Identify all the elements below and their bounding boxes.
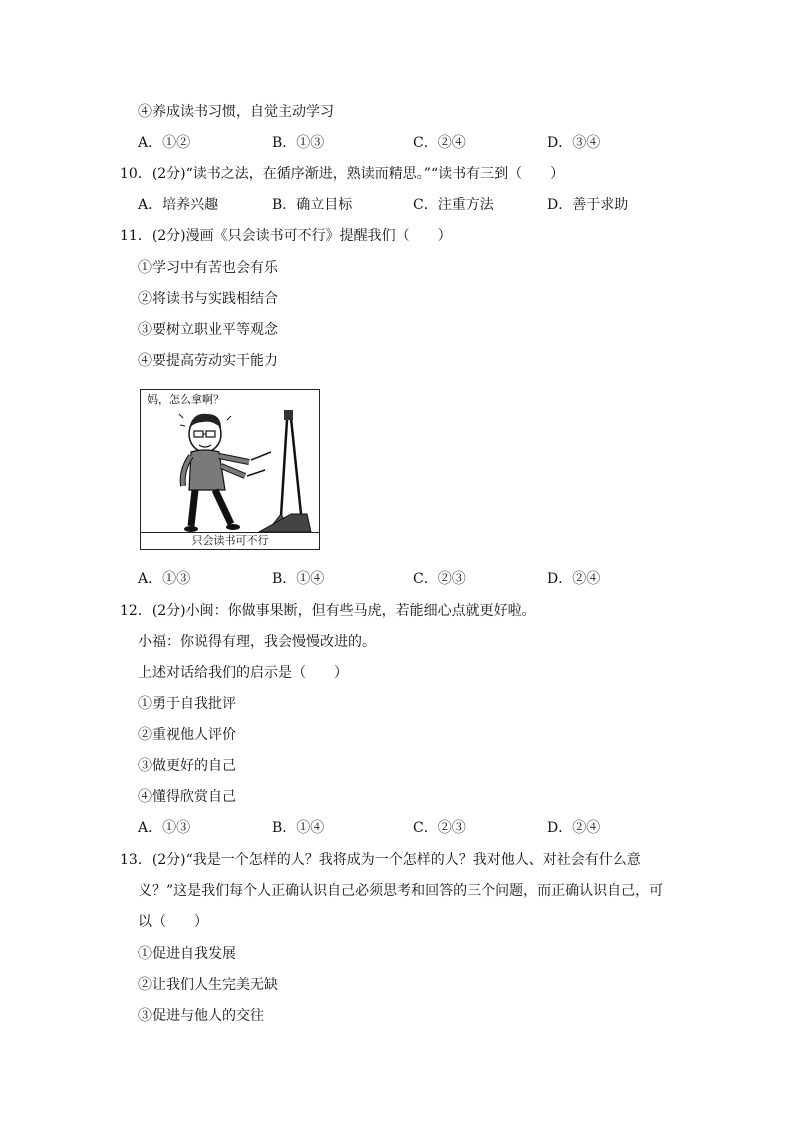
q12-line-2: 小福：你说得有理，我会慢慢改进的。: [138, 634, 376, 650]
q11-stem: 11．(2分)漫画《只会读书可不行》提醒我们（ ）: [120, 228, 452, 244]
cartoon-image: [140, 389, 320, 550]
q9-option-d: D．③④: [547, 135, 601, 151]
q13-stem-line-3: 以（ ）: [138, 914, 208, 930]
q11-item-4: ④要提高劳动实干能力: [138, 353, 278, 369]
q11-item-1: ①学习中有苦也会有乐: [138, 260, 278, 276]
q12-option-a: A．①③: [138, 820, 191, 836]
q12-option-c: C．②③: [413, 820, 466, 836]
q11-option-d: D．②④: [547, 571, 601, 587]
q12-stem: 12．(2分)小闽：你做事果断，但有些马虎，若能细心点就更好啦。: [120, 603, 536, 619]
q12-option-d: D．②④: [547, 820, 601, 836]
q10-option-b: B．确立目标: [272, 197, 353, 213]
q10-option-d: D．善于求助: [547, 197, 629, 213]
q9-option-b: B．①③: [272, 135, 325, 151]
q11-item-3: ③要树立职业平等观念: [138, 322, 278, 338]
q12-item-1: ①勇于自我批评: [138, 696, 236, 712]
q10-stem: 10．(2分)“读书之法，在循序渐进，熟读而精思。”“读书有三到（ ）: [120, 166, 565, 182]
q10-option-a: A．培养兴趣: [138, 197, 219, 213]
q11-option-b: B．①④: [272, 571, 325, 587]
q9-option-a: A．①②: [138, 135, 191, 151]
q11-option-c: C．②③: [413, 571, 466, 587]
cartoon-caption: 只会读书可不行: [141, 532, 319, 549]
q13-stem-line-2: 义？”这是我们每个人正确认识自己必须思考和回答的三个问题，而正确认识自己，可: [138, 883, 664, 899]
q9-item-4: ④养成读书习惯，自觉主动学习: [138, 104, 334, 120]
q13-item-1: ①促进自我发展: [138, 946, 236, 962]
q11-option-a: A．①③: [138, 571, 191, 587]
q13-stem-line-1: 13．(2分)“我是一个怎样的人？我将成为一个怎样的人？我对他人、对社会有什么意: [120, 852, 641, 868]
q13-item-3: ③促进与他人的交往: [138, 1008, 264, 1024]
q10-option-c: C．注重方法: [413, 197, 494, 213]
q13-item-2: ②让我们人生完美无缺: [138, 977, 278, 993]
q11-item-2: ②将读书与实践相结合: [138, 291, 278, 307]
q12-line-3: 上述对话给我们的启示是（ ）: [138, 665, 348, 681]
q9-option-c: C．②④: [413, 135, 466, 151]
q12-option-b: B．①④: [272, 820, 325, 836]
cartoon-drawing: [141, 390, 320, 550]
cartoon-speech: 妈，怎么拿啊？: [147, 393, 224, 406]
q12-item-3: ③做更好的自己: [138, 758, 236, 774]
q12-item-4: ④懂得欣赏自己: [138, 789, 236, 805]
q12-item-2: ②重视他人评价: [138, 727, 236, 743]
